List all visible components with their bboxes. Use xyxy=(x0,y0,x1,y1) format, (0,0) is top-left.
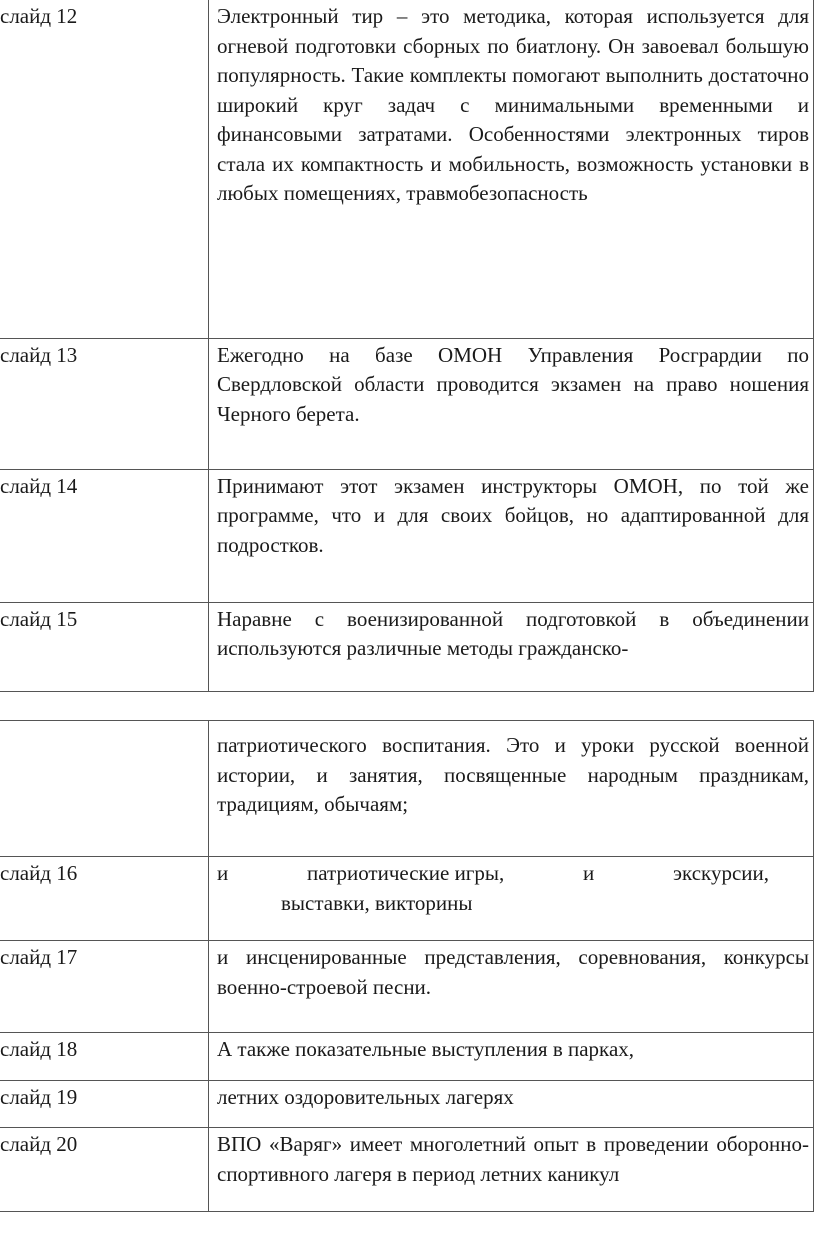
slide-text: летних оздоровительных лагерях xyxy=(217,1085,514,1109)
slide-label-cell xyxy=(0,1081,209,1128)
slide-label-cell xyxy=(0,1128,209,1212)
slide-label: слайд 12 xyxy=(0,4,78,28)
slide-label-cell xyxy=(0,857,209,941)
table-row xyxy=(0,1081,814,1128)
slide-label: слайд 14 xyxy=(0,473,78,498)
table-row xyxy=(0,0,814,338)
slide-text-cell xyxy=(209,1081,814,1128)
slide-text: ВПО «Варяг» имеет многолетний опыт в проведении оборонно-спортивного лагеря в период летних каникул xyxy=(217,1132,809,1186)
table-row xyxy=(0,338,814,469)
slide-label: слайд 20 xyxy=(0,1132,78,1156)
slide-label-cell xyxy=(0,941,209,1033)
table-row xyxy=(0,721,814,857)
slide-text: патриотического воспитания. Это и уроки русской военной истории, и занятия, посвященные народным праздникам, традициям, обычаям; xyxy=(217,733,809,816)
slide-text-cell xyxy=(209,338,814,469)
slide-label-cell xyxy=(0,1033,209,1081)
slide-label-cell xyxy=(0,469,209,602)
slide-label: слайд 18 xyxy=(0,1037,78,1061)
slide-text-cell xyxy=(209,602,814,691)
slide-text-cell xyxy=(209,941,814,1033)
slide-label: слайд 17 xyxy=(0,945,78,969)
table-row xyxy=(0,1033,814,1081)
slide-text-part: патриотические игры, xyxy=(307,861,505,885)
slide-text: Наравне с военизированной подготовкой в объединении используются различные методы гражданско- xyxy=(217,606,809,660)
slide-label: слайд 19 xyxy=(0,1085,78,1109)
slide-label-cell xyxy=(0,721,209,857)
slide-label-cell xyxy=(0,338,209,469)
slide-text: Электронный тир – это методика, которая используется для огневой подготовки сборных по биатлону. Он завоевал большую популярность. Такие комплекты помогают выполнить достаточно широкий круг задач с минимальными временными и финансовыми затратами. Особенностями электронных тиров стала их компактность и мобильность, возможность установки в любых помещениях, травмобезопасность xyxy=(217,4,809,205)
slide-text-cell xyxy=(209,469,814,602)
table-row xyxy=(0,1128,814,1212)
table-row xyxy=(0,941,814,1033)
slide-text-line: выставки, викторины xyxy=(281,890,473,915)
slide-text-part: и xyxy=(217,861,229,885)
slide-label: слайд 16 xyxy=(0,861,78,885)
table-row xyxy=(0,469,814,602)
slide-text-cell xyxy=(209,0,814,338)
slides-table-part-2 xyxy=(0,720,814,1212)
table-row xyxy=(0,602,814,691)
slide-label-cell xyxy=(0,602,209,691)
slide-text-cell xyxy=(209,1033,814,1081)
slide-text: и инсценированные представления, соревнования, конкурсы военно-строевой песни. xyxy=(217,945,809,999)
slide-label-cell xyxy=(0,0,209,338)
slide-text: Принимают этот экзамен инструкторы ОМОН, по той же программе, что и для своих бойцов, но адаптированной для подростков. xyxy=(217,473,809,557)
slide-text: Ежегодно на базе ОМОН Управления Росгрардии по Свердловской области проводится экзамен на право ношения Черного берета. xyxy=(217,342,809,426)
slide-label: слайд 13 xyxy=(0,342,78,367)
slide-text-cell xyxy=(209,721,814,857)
table-row xyxy=(0,857,814,941)
slide-text-cell xyxy=(209,857,814,941)
slide-label: слайд 15 xyxy=(0,606,78,631)
slide-text-line xyxy=(217,859,809,889)
slide-text-cell xyxy=(209,1128,814,1212)
slide-text: А также показательные выступления в парках, xyxy=(217,1037,635,1061)
slide-text-part: экскурсии, xyxy=(673,861,769,885)
slide-text-part: и xyxy=(583,861,595,885)
